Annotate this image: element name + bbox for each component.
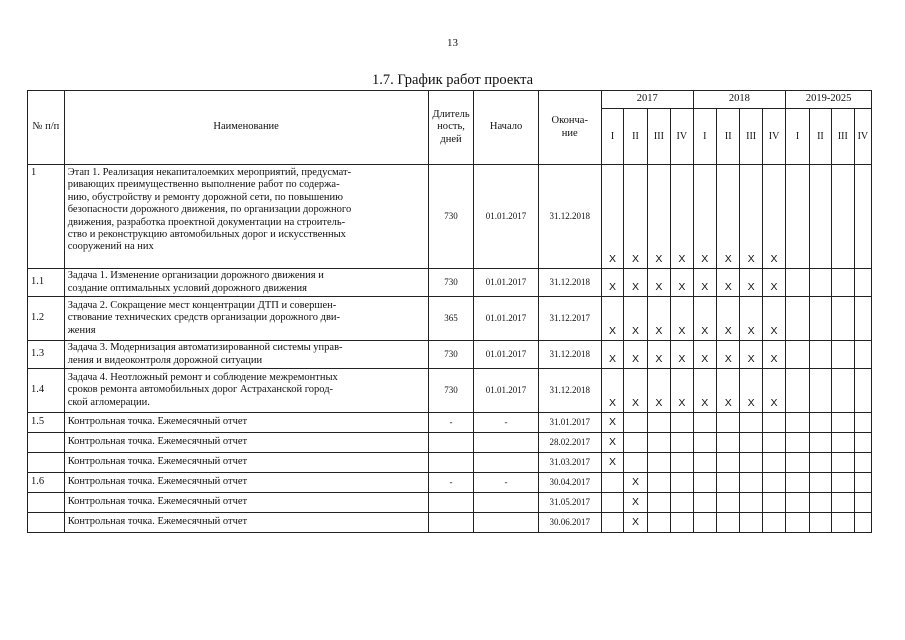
task-name: Задача 3. Модернизация автоматизированной системы управ- ления и видеоконтроля дорожной ситуации bbox=[64, 341, 428, 369]
quarter-mark: X bbox=[624, 473, 647, 493]
quarter-mark bbox=[832, 473, 854, 493]
quarter-mark bbox=[647, 473, 670, 493]
end-date: 31.01.2017 bbox=[538, 413, 601, 433]
quarter-mark: X bbox=[716, 341, 739, 369]
start-date: - bbox=[474, 473, 538, 493]
quarter-mark bbox=[854, 297, 871, 341]
quarter-mark bbox=[786, 369, 809, 413]
end-date: 31.12.2018 bbox=[538, 269, 601, 297]
quarter-mark bbox=[809, 341, 831, 369]
quarter-mark: X bbox=[624, 165, 647, 269]
row-number: 1.2 bbox=[28, 297, 65, 341]
duration-days: 730 bbox=[428, 341, 474, 369]
quarter-mark: X bbox=[624, 297, 647, 341]
header-quarter: I bbox=[601, 109, 623, 165]
quarter-mark: X bbox=[601, 341, 623, 369]
duration-days: 365 bbox=[428, 297, 474, 341]
quarter-mark: X bbox=[762, 269, 785, 297]
quarter-mark: X bbox=[716, 165, 739, 269]
quarter-mark: X bbox=[693, 369, 716, 413]
header-year-2018: 2018 bbox=[693, 91, 786, 109]
quarter-mark bbox=[786, 513, 809, 533]
quarter-mark: X bbox=[740, 297, 762, 341]
quarter-mark bbox=[740, 413, 762, 433]
quarter-mark: X bbox=[601, 165, 623, 269]
task-name: Задача 1. Изменение организации дорожного движения и создание оптимальных условий дорожного движения bbox=[64, 269, 428, 297]
start-date: 01.01.2017 bbox=[474, 341, 538, 369]
header-quarter: III bbox=[740, 109, 762, 165]
quarter-mark bbox=[647, 513, 670, 533]
duration-days: 730 bbox=[428, 165, 474, 269]
end-date: 30.04.2017 bbox=[538, 473, 601, 493]
quarter-mark bbox=[671, 453, 693, 473]
quarter-mark: X bbox=[762, 297, 785, 341]
quarter-mark: X bbox=[601, 433, 623, 453]
quarter-mark: X bbox=[716, 269, 739, 297]
table-row bbox=[28, 269, 872, 297]
quarter-mark bbox=[601, 513, 623, 533]
start-date: 01.01.2017 bbox=[474, 165, 538, 269]
quarter-mark bbox=[809, 269, 831, 297]
section-title: 1.7. График работ проекта bbox=[371, 72, 534, 88]
quarter-mark bbox=[740, 453, 762, 473]
duration-days bbox=[428, 513, 474, 533]
end-date: 30.06.2017 bbox=[538, 513, 601, 533]
duration-days: - bbox=[428, 473, 474, 493]
quarter-mark: X bbox=[762, 165, 785, 269]
task-name: Задача 2. Сокращение мест концентрации ДТП и совершен- ствование технических средств организации дорожного дви- жения bbox=[64, 297, 428, 341]
quarter-mark: X bbox=[671, 369, 693, 413]
quarter-mark bbox=[809, 413, 831, 433]
start-date: - bbox=[474, 413, 538, 433]
header-duration: Длитель ность, дней bbox=[428, 91, 474, 165]
end-date: 31.12.2018 bbox=[538, 369, 601, 413]
quarter-mark: X bbox=[671, 297, 693, 341]
quarter-mark bbox=[854, 369, 871, 413]
quarter-mark bbox=[786, 269, 809, 297]
quarter-mark bbox=[854, 453, 871, 473]
quarter-mark bbox=[854, 165, 871, 269]
quarter-mark: X bbox=[624, 341, 647, 369]
task-name: Контрольная точка. Ежемесячный отчет bbox=[64, 433, 428, 453]
table-row bbox=[28, 493, 872, 513]
quarter-mark bbox=[693, 473, 716, 493]
table-row bbox=[28, 341, 872, 369]
quarter-mark bbox=[854, 513, 871, 533]
quarter-mark bbox=[647, 453, 670, 473]
quarter-mark bbox=[809, 433, 831, 453]
quarter-mark bbox=[786, 473, 809, 493]
header-quarter: IV bbox=[762, 109, 785, 165]
quarter-mark bbox=[671, 473, 693, 493]
quarter-mark bbox=[832, 165, 854, 269]
quarter-mark bbox=[762, 433, 785, 453]
quarter-mark bbox=[762, 513, 785, 533]
task-name: Контрольная точка. Ежемесячный отчет bbox=[64, 413, 428, 433]
quarter-mark bbox=[832, 341, 854, 369]
quarter-mark bbox=[854, 413, 871, 433]
quarter-mark bbox=[601, 493, 623, 513]
quarter-mark bbox=[809, 369, 831, 413]
quarter-mark: X bbox=[647, 369, 670, 413]
task-name: Контрольная точка. Ежемесячный отчет bbox=[64, 453, 428, 473]
quarter-mark bbox=[716, 453, 739, 473]
schedule-table bbox=[27, 90, 872, 533]
row-number: 1.5 bbox=[28, 413, 65, 433]
header-quarter: II bbox=[624, 109, 647, 165]
quarter-mark bbox=[809, 473, 831, 493]
quarter-mark bbox=[693, 433, 716, 453]
quarter-mark: X bbox=[740, 369, 762, 413]
row-number bbox=[28, 493, 65, 513]
quarter-mark bbox=[809, 297, 831, 341]
duration-days bbox=[428, 433, 474, 453]
duration-days: 730 bbox=[428, 269, 474, 297]
start-date bbox=[474, 433, 538, 453]
quarter-mark bbox=[832, 493, 854, 513]
header-quarter: III bbox=[647, 109, 670, 165]
quarter-mark bbox=[762, 473, 785, 493]
quarter-mark bbox=[786, 297, 809, 341]
row-number: 1.1 bbox=[28, 269, 65, 297]
quarter-mark: X bbox=[601, 369, 623, 413]
table-row bbox=[28, 165, 872, 269]
row-number: 1.6 bbox=[28, 473, 65, 493]
end-date: 31.12.2017 bbox=[538, 297, 601, 341]
quarter-mark bbox=[693, 493, 716, 513]
duration-days: - bbox=[428, 413, 474, 433]
quarter-mark bbox=[671, 413, 693, 433]
quarter-mark: X bbox=[647, 297, 670, 341]
quarter-mark: X bbox=[740, 269, 762, 297]
quarter-mark: X bbox=[693, 341, 716, 369]
quarter-mark bbox=[762, 453, 785, 473]
quarter-mark bbox=[647, 413, 670, 433]
quarter-mark: X bbox=[762, 369, 785, 413]
quarter-mark bbox=[716, 493, 739, 513]
quarter-mark bbox=[624, 433, 647, 453]
row-number bbox=[28, 453, 65, 473]
quarter-mark: X bbox=[671, 165, 693, 269]
quarter-mark bbox=[647, 493, 670, 513]
quarter-mark: X bbox=[647, 269, 670, 297]
quarter-mark: X bbox=[716, 369, 739, 413]
quarter-mark: X bbox=[693, 165, 716, 269]
quarter-mark: X bbox=[740, 165, 762, 269]
quarter-mark: X bbox=[716, 297, 739, 341]
duration-days bbox=[428, 453, 474, 473]
quarter-mark bbox=[716, 513, 739, 533]
quarter-mark: X bbox=[624, 493, 647, 513]
quarter-mark bbox=[854, 341, 871, 369]
row-number bbox=[28, 513, 65, 533]
task-name: Задача 4. Неотложный ремонт и соблюдение межремонтных сроков ремонта автомобильных дорог Астраханской город- ской агломерации. bbox=[64, 369, 428, 413]
quarter-mark bbox=[832, 513, 854, 533]
end-date: 31.03.2017 bbox=[538, 453, 601, 473]
quarter-mark bbox=[854, 269, 871, 297]
header-start: Начало bbox=[474, 91, 538, 165]
start-date: 01.01.2017 bbox=[474, 269, 538, 297]
header-quarter: II bbox=[716, 109, 739, 165]
header-quarter: III bbox=[832, 109, 854, 165]
quarter-mark: X bbox=[647, 165, 670, 269]
quarter-mark: X bbox=[624, 269, 647, 297]
quarter-mark bbox=[786, 433, 809, 453]
quarter-mark bbox=[809, 453, 831, 473]
header-year-2019-2025: 2019-2025 bbox=[786, 91, 872, 109]
schedule-body bbox=[28, 165, 872, 533]
quarter-mark bbox=[786, 493, 809, 513]
quarter-mark bbox=[740, 433, 762, 453]
quarter-mark: X bbox=[671, 341, 693, 369]
quarter-mark bbox=[832, 369, 854, 413]
header-quarter: I bbox=[786, 109, 809, 165]
header-year-2017: 2017 bbox=[601, 91, 693, 109]
quarter-mark: X bbox=[624, 513, 647, 533]
quarter-mark: X bbox=[762, 341, 785, 369]
quarter-mark: X bbox=[693, 269, 716, 297]
quarter-mark bbox=[740, 513, 762, 533]
quarter-mark bbox=[693, 413, 716, 433]
start-date bbox=[474, 513, 538, 533]
quarter-mark: X bbox=[624, 369, 647, 413]
row-number bbox=[28, 433, 65, 453]
header-quarter: IV bbox=[671, 109, 693, 165]
end-date: 31.05.2017 bbox=[538, 493, 601, 513]
quarter-mark: X bbox=[601, 453, 623, 473]
quarter-mark: X bbox=[647, 341, 670, 369]
quarter-mark bbox=[786, 453, 809, 473]
task-name: Контрольная точка. Ежемесячный отчет bbox=[64, 513, 428, 533]
quarter-mark bbox=[832, 453, 854, 473]
quarter-mark: X bbox=[671, 269, 693, 297]
quarter-mark bbox=[809, 165, 831, 269]
quarter-mark bbox=[854, 433, 871, 453]
row-number: 1.3 bbox=[28, 341, 65, 369]
task-name: Контрольная точка. Ежемесячный отчет bbox=[64, 473, 428, 493]
quarter-mark bbox=[832, 269, 854, 297]
header-quarter: II bbox=[809, 109, 831, 165]
start-date bbox=[474, 493, 538, 513]
quarter-mark bbox=[832, 433, 854, 453]
quarter-mark bbox=[671, 433, 693, 453]
quarter-mark bbox=[693, 453, 716, 473]
quarter-mark: X bbox=[740, 341, 762, 369]
quarter-mark bbox=[740, 493, 762, 513]
quarter-mark bbox=[624, 453, 647, 473]
quarter-mark: X bbox=[601, 297, 623, 341]
quarter-mark: X bbox=[601, 269, 623, 297]
quarter-mark bbox=[832, 297, 854, 341]
quarter-mark bbox=[624, 413, 647, 433]
end-date: 28.02.2017 bbox=[538, 433, 601, 453]
table-row bbox=[28, 513, 872, 533]
quarter-mark bbox=[740, 473, 762, 493]
quarter-mark bbox=[716, 433, 739, 453]
start-date bbox=[474, 453, 538, 473]
quarter-mark: X bbox=[601, 413, 623, 433]
row-number: 1.4 bbox=[28, 369, 65, 413]
quarter-mark bbox=[786, 341, 809, 369]
start-date: 01.01.2017 bbox=[474, 297, 538, 341]
end-date: 31.12.2018 bbox=[538, 341, 601, 369]
quarter-mark bbox=[762, 413, 785, 433]
header-end: Оконча- ние bbox=[538, 91, 601, 165]
page-number: 13 bbox=[447, 37, 458, 49]
duration-days: 730 bbox=[428, 369, 474, 413]
table-row bbox=[28, 453, 872, 473]
header-name: Наименование bbox=[64, 91, 428, 165]
task-name: Этап 1. Реализация некапиталоемких мероприятий, предусмат- ривающих преимущественно выполнение работ по содержа- нию, обустройству и ремонту дорожной сети, по повышению безопасности дорожного движения, по организации дорожного движения, разработка проектной документации на строитель- ство и реконструкцию автомобильных дорог и искусственных сооружений на них bbox=[64, 165, 428, 269]
quarter-mark bbox=[809, 493, 831, 513]
table-row bbox=[28, 413, 872, 433]
row-number: 1 bbox=[28, 165, 65, 269]
quarter-mark bbox=[693, 513, 716, 533]
table-row bbox=[28, 433, 872, 453]
quarter-mark bbox=[762, 493, 785, 513]
end-date: 31.12.2018 bbox=[538, 165, 601, 269]
quarter-mark bbox=[671, 513, 693, 533]
quarter-mark bbox=[854, 493, 871, 513]
quarter-mark bbox=[671, 493, 693, 513]
quarter-mark bbox=[601, 473, 623, 493]
quarter-mark bbox=[786, 413, 809, 433]
quarter-mark: X bbox=[693, 297, 716, 341]
task-name: Контрольная точка. Ежемесячный отчет bbox=[64, 493, 428, 513]
header-quarter: I bbox=[693, 109, 716, 165]
quarter-mark bbox=[716, 413, 739, 433]
header-num: № п/п bbox=[28, 91, 65, 165]
header-quarter: IV bbox=[854, 109, 871, 165]
quarter-mark bbox=[786, 165, 809, 269]
quarter-mark bbox=[854, 473, 871, 493]
table-row bbox=[28, 369, 872, 413]
table-row bbox=[28, 473, 872, 493]
quarter-mark bbox=[809, 513, 831, 533]
quarter-mark bbox=[832, 413, 854, 433]
quarter-mark bbox=[647, 433, 670, 453]
table-row bbox=[28, 297, 872, 341]
quarter-mark bbox=[716, 473, 739, 493]
duration-days bbox=[428, 493, 474, 513]
start-date: 01.01.2017 bbox=[474, 369, 538, 413]
